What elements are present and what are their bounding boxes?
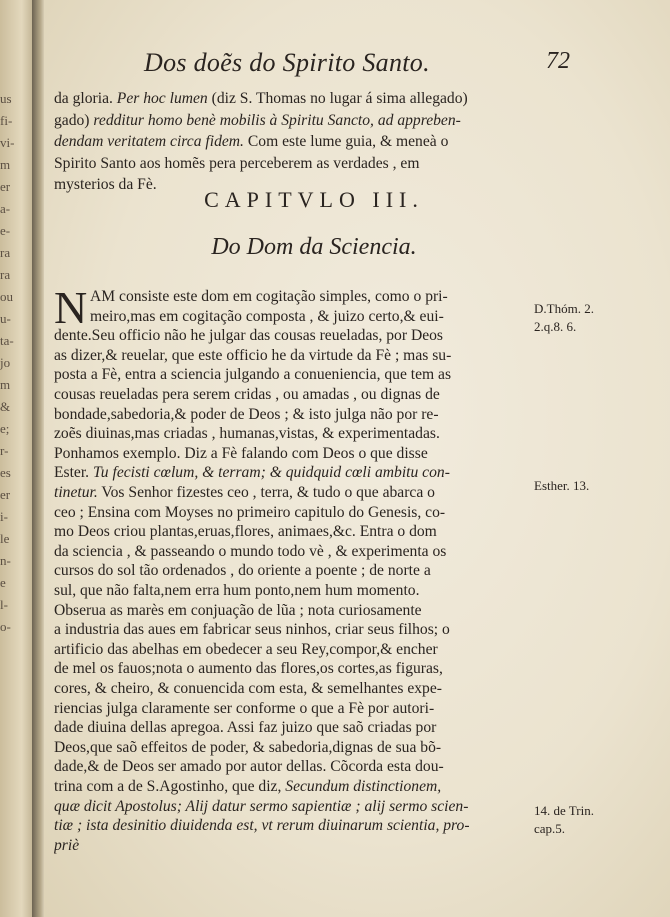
facing-page-fragment: vi- xyxy=(0,136,15,150)
facing-page-fragment: ou xyxy=(0,290,13,304)
facing-page-fragment: a- xyxy=(0,202,11,216)
roman-text: cousas reueladas pera serem cridas , ou amadas , ou dignas de xyxy=(54,386,440,403)
facing-page-fragment: jo xyxy=(0,356,11,370)
roman-text: Ponhamos exemplo. Diz a Fè falando com Deos o que disse xyxy=(54,444,428,462)
italic-text: Tu fecisti cœlum, & terram; & quidquid cœli ambitu con- xyxy=(92,464,450,482)
chapter-heading: CAPITVLO III. xyxy=(204,187,424,212)
roman-text: Vos Senhor fizestes ceo , terra, & tudo o que abarca o xyxy=(97,484,435,501)
facing-page-fragment: o- xyxy=(0,620,11,634)
roman-text: cores, & cheiro, & conuencida com esta, & semelhantes expe- xyxy=(54,680,442,697)
marginal-note: Esther. 13. xyxy=(534,478,590,493)
roman-text: riencias julga claramente ser conforme o que a Fè por autori- xyxy=(54,699,435,717)
marginal-note: cap.5. xyxy=(534,821,566,836)
italic-text: quæ dicit Apostolus; Alij datur sermo sapientiæ ; alij sermo scien- xyxy=(54,797,469,815)
roman-text: meiro,mas em cogitação composta , & juizo certo,& eui- xyxy=(90,307,444,325)
marginal-note: D.Thóm. 2. xyxy=(534,301,594,316)
italic-text: Per hoc lumen xyxy=(116,90,208,107)
roman-text: dade,& de Deos ser amado por autor dellas. Cõcorda esta dou- xyxy=(54,758,444,776)
section-heading: Do Dom da Sciencia. xyxy=(211,234,417,260)
running-head: Dos doẽs do Spirito Santo. xyxy=(144,48,430,77)
italic-text: tinetur. xyxy=(54,484,98,501)
text-line xyxy=(54,110,542,132)
facing-page-fragment: ta- xyxy=(0,334,14,348)
facing-page-fragment: fi- xyxy=(0,114,13,128)
roman-text: da gloria. xyxy=(54,90,117,107)
roman-text: (diz S. Thomas no lugar á sima allegado) xyxy=(207,90,468,107)
facing-page-fragment: m xyxy=(0,378,11,392)
facing-page-fragment: & xyxy=(0,400,11,414)
facing-page-fragment: us xyxy=(0,92,12,106)
page-number: 72 xyxy=(546,48,570,74)
roman-text: Spirito Santo aos homẽs pera perceberem as verdades , em xyxy=(54,154,420,172)
italic-text: redditur homo benè mobilis à Spiritu Sancto, ad appreben- xyxy=(93,111,461,129)
facing-page-fragment: er xyxy=(0,488,11,502)
roman-text: AM consiste este dom em cogitação simples, como o pri- xyxy=(90,288,448,305)
facing-page-fragment: ra xyxy=(0,246,11,260)
roman-text: a industria das aues em fabricar seus ninhos, criar seus filhos; o xyxy=(54,621,450,639)
italic-text: tiæ ; ista desinitio diuidenda est, vt rerum diuinarum scientia, pro- xyxy=(54,817,470,835)
roman-text: posta a Fè, entra a sciencia julgando a conueniencia, que tem as xyxy=(54,366,452,384)
facing-page-edge xyxy=(0,0,36,917)
book-page xyxy=(44,0,670,917)
text-line xyxy=(54,131,542,153)
roman-text: de mel os fauos;nota o aumento das flores,os cortes,as figuras, xyxy=(54,660,443,678)
italic-text: priè xyxy=(54,836,80,854)
roman-text: gado) xyxy=(54,111,94,129)
roman-text: artificio das abelhas em obedecer a seu Rey,compor,& encher xyxy=(54,640,438,658)
facing-page-fragment: i- xyxy=(0,510,8,524)
roman-text: sul, que não falta,nem erra hum ponto,nem hum momento. xyxy=(54,582,420,599)
facing-page-fragment: r- xyxy=(0,444,9,458)
roman-text: Com este lume guia, & meneà o xyxy=(243,133,449,150)
text-line xyxy=(54,88,542,110)
facing-page-fragment: e- xyxy=(0,224,11,238)
roman-text: Ester. xyxy=(54,464,93,482)
facing-page-fragment: e; xyxy=(0,422,10,436)
facing-page-fragment: e xyxy=(0,576,6,590)
marginal-note: 2.q.8. 6. xyxy=(534,319,577,334)
facing-page-fragment: n- xyxy=(0,554,11,568)
facing-page-fragment: l- xyxy=(0,598,8,612)
facing-page-fragment: m xyxy=(0,158,11,172)
roman-text: ceo ; Ensina com Moyses no primeiro capitulo do Genesis, co- xyxy=(54,503,446,521)
facing-page-fragment: es xyxy=(0,466,11,480)
roman-text: bondade,sabedoria,& poder de Deos ; & isto julga não por re- xyxy=(54,405,439,423)
facing-page-fragment: ra xyxy=(0,268,11,282)
roman-text: mysterios da Fè. xyxy=(54,176,157,193)
roman-text: Deos,que saõ effeitos de poder, & sabedoria,dignas de sua bõ- xyxy=(54,738,442,756)
italic-text: dendam veritatem circa fidem. xyxy=(54,133,244,150)
drop-cap: N xyxy=(54,282,88,333)
roman-text: da sciencia , & passeando o mundo todo vè , & experimenta os xyxy=(54,542,447,560)
roman-text: trina com a de S.Agostinho, que diz, xyxy=(54,778,286,795)
roman-text: dente.Seu officio não he julgar das cousas reueladas, por Deos xyxy=(54,327,443,345)
roman-text: dade diuina dellas apregoa. Assi faz juizo que saõ criadas por xyxy=(54,719,437,737)
text-line xyxy=(54,835,542,857)
roman-text: Obserua as marès em conjuação de lũa ; nota curiosamente xyxy=(54,601,422,619)
roman-text: zoẽs diuinas,mas criadas , humanas,vistas, & experimentadas. xyxy=(54,425,440,443)
text-line xyxy=(54,153,542,175)
marginal-note: 14. de Trin. xyxy=(534,803,594,818)
roman-text: as dizer,& reuelar, que este officio he da virtude da Fè ; mas su- xyxy=(54,346,452,364)
italic-text: Secundum distinctionem, xyxy=(285,778,442,795)
roman-text: cursos do sol tão ordenados , do oriente a poente ; de norte a xyxy=(54,562,431,580)
facing-page-fragment: u- xyxy=(0,312,11,326)
facing-page-fragment: le xyxy=(0,532,10,546)
roman-text: mo Deos criou plantas,eruas,flores, animaes,&c. Entra o dom xyxy=(54,523,437,541)
facing-page-fragment: er xyxy=(0,180,11,194)
